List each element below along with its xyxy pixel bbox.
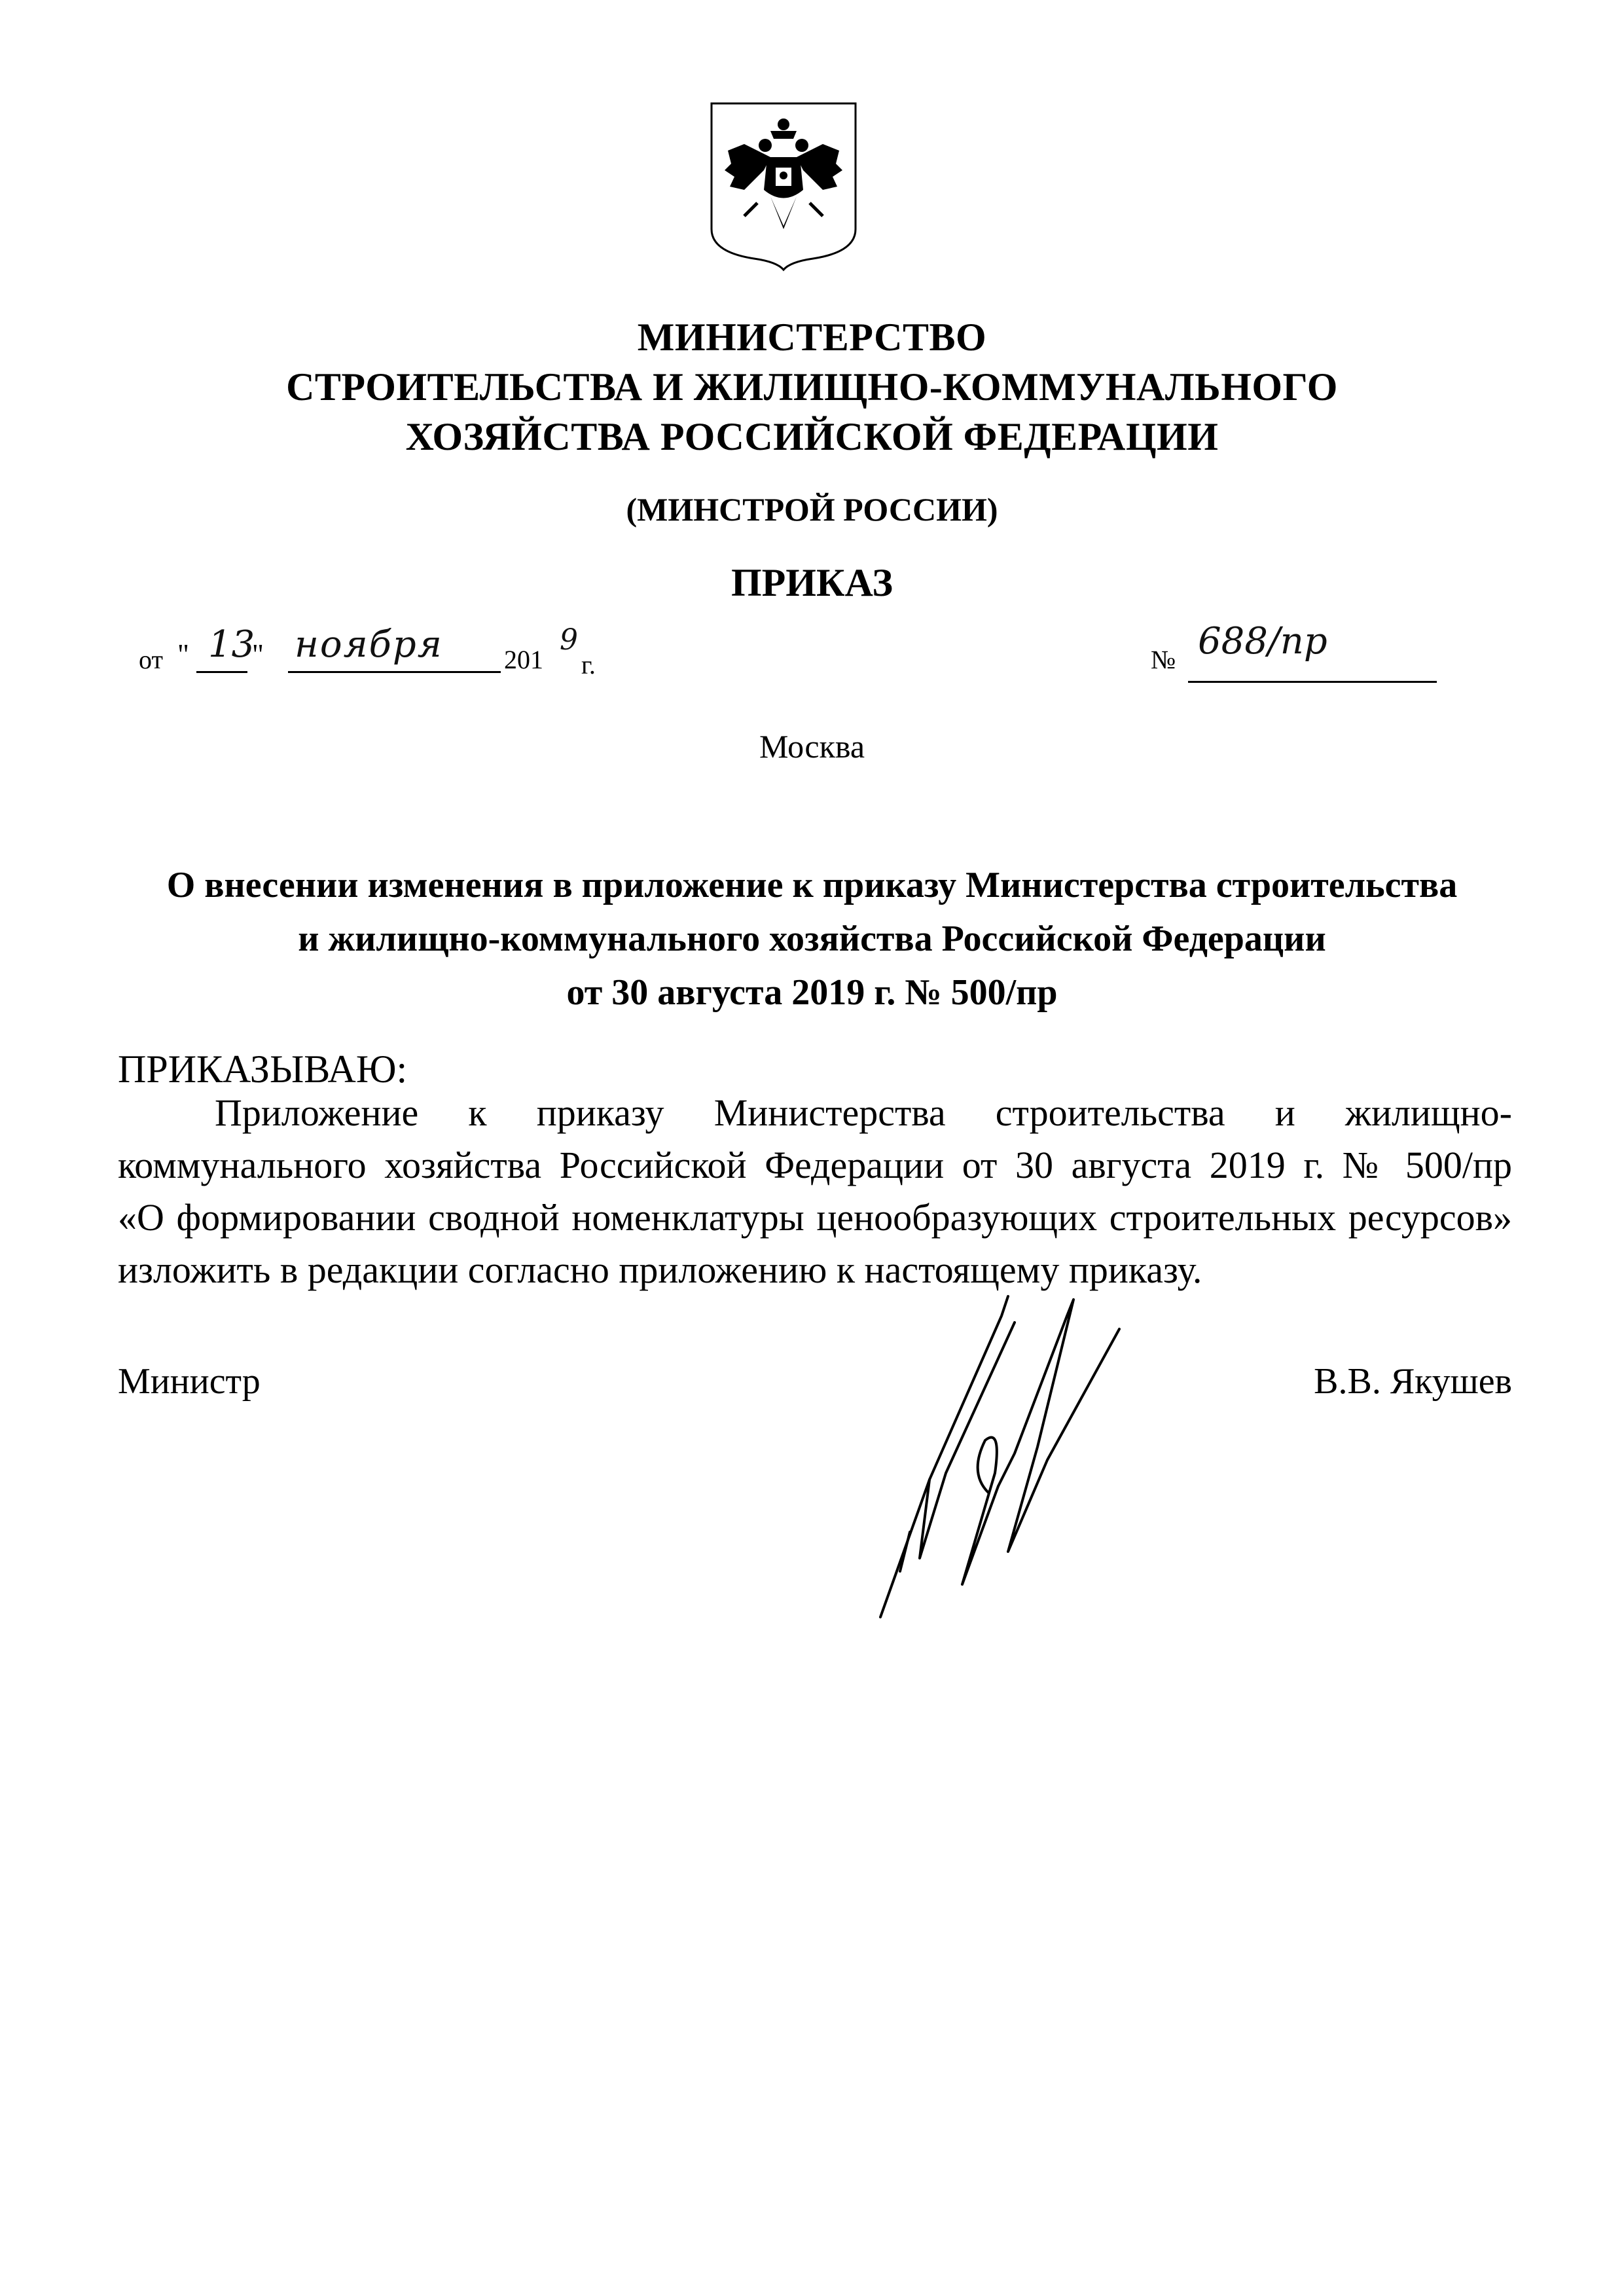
ministry-abbreviation: (МИНСТРОЙ РОССИИ) <box>626 491 998 528</box>
order-number-sign: № <box>1151 645 1176 674</box>
date-quote-open: " <box>177 638 189 670</box>
signatory-name: В.В. Якушев <box>1314 1361 1512 1402</box>
date-year-digit-handwritten: 9 <box>560 623 578 657</box>
signatory-position: Министр <box>118 1361 261 1402</box>
order-title-line-3: от 30 августа 2019 г. № 500/пр <box>566 972 1058 1013</box>
ministry-name-line-3: ХОЗЯЙСТВА РОССИЙСКОЙ ФЕДЕРАЦИИ <box>405 415 1219 458</box>
order-title-line-1: О внесении изменения в приложение к приказу Министерства строительства <box>166 865 1458 905</box>
date-quote-close: " <box>252 638 264 670</box>
date-year-prefix: 201 <box>504 645 543 674</box>
body-line-2: коммунального хозяйства Российской Федерации от 30 августа 2019 г. № 500/пр <box>118 1144 1512 1186</box>
ministry-name-line-2: СТРОИТЕЛЬСТВА И ЖИЛИЩНО-КОММУНАЛЬНОГО <box>286 365 1338 409</box>
order-title-line-2: и жилищно-коммунального хозяйства Российской Федерации <box>298 919 1326 959</box>
date-from-label: от <box>139 645 163 674</box>
order-number-handwritten: 688/пр <box>1198 620 1327 663</box>
russian-coat-of-arms-icon <box>705 98 862 275</box>
order-body-paragraph <box>118 1087 1512 1296</box>
city: Москва <box>759 728 865 765</box>
handwritten-signature-icon <box>851 1277 1218 1630</box>
date-day-underline <box>196 671 247 673</box>
body-line-3: «О формировании сводной номенклатуры ценообразующих строительных ресурсов» <box>118 1196 1512 1239</box>
body-line-1: Приложение к приказу Министерства строительства и жилищно- <box>215 1091 1512 1134</box>
ministry-name-line-1: МИНИСТЕРСТВО <box>637 316 987 359</box>
date-month-handwritten: ноября <box>295 623 443 666</box>
document-type-heading: ПРИКАЗ <box>731 561 893 604</box>
date-year-suffix: г. <box>581 650 596 680</box>
order-directive-word: ПРИКАЗЫВАЮ: <box>118 1048 408 1091</box>
body-line-4: изложить в редакции согласно приложению к настоящему приказу. <box>118 1248 1202 1291</box>
order-number-underline <box>1188 681 1437 683</box>
date-month-underline <box>288 671 501 673</box>
date-day-handwritten: 13 <box>208 623 255 666</box>
